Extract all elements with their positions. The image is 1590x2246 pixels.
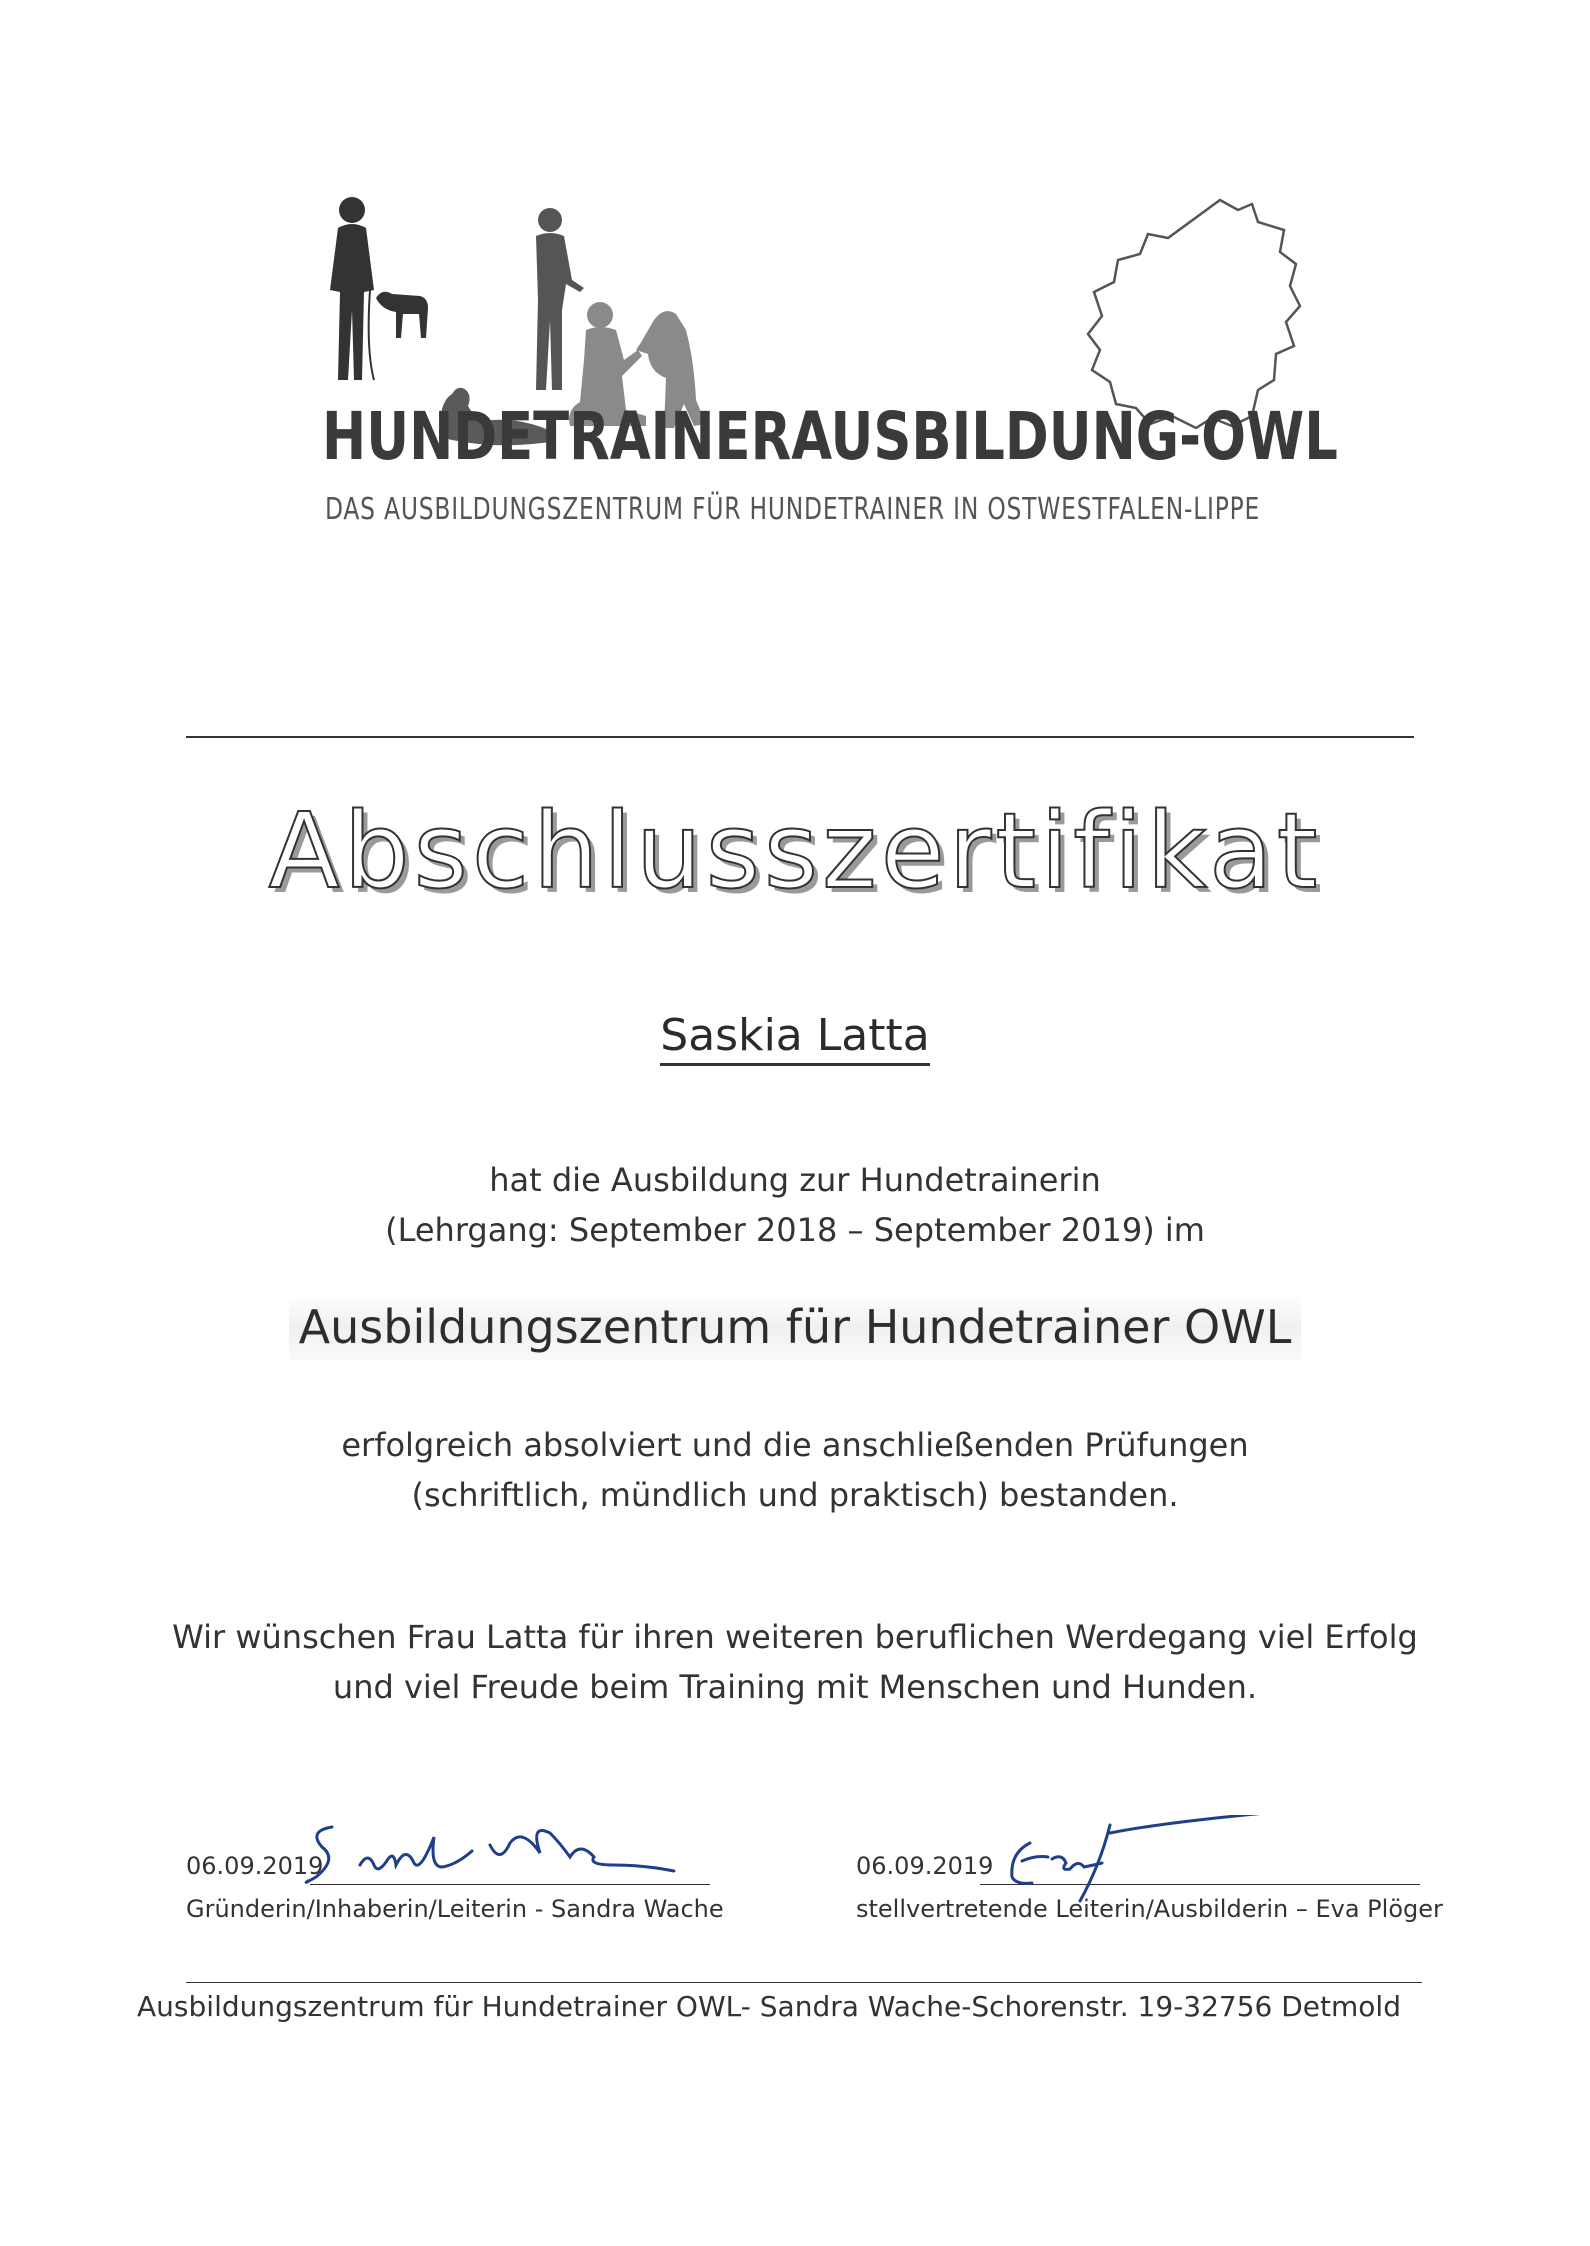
wish-line-2: und viel Freude beim Training mit Menschen und Hunden. xyxy=(332,1668,1258,1706)
result-line-1: erfolgreich absolviert und die anschließenden Prüfungen xyxy=(341,1426,1249,1464)
top-divider xyxy=(186,736,1414,738)
bottom-divider xyxy=(186,1982,1422,1983)
training-line-1: hat die Ausbildung zur Hundetrainerin xyxy=(489,1161,1101,1199)
person-standing-icon xyxy=(536,208,584,390)
right-signature-role: stellvertretende Leiterin/Ausbilderin – Eva Plöger xyxy=(856,1895,1443,1923)
right-signature-date: 06.09.2019 xyxy=(856,1852,994,1880)
footer-address: Ausbildungszentrum für Hundetrainer OWL- Sandra Wache-Schorenstr. 19-32756 Detmold xyxy=(137,1990,1401,2023)
left-handwritten-signature xyxy=(300,1805,720,1905)
recipient-name xyxy=(0,1010,1590,1061)
organization-name xyxy=(0,1300,1590,1354)
left-signature-role: Gründerin/Inhaberin/Leiterin - Sandra Wache xyxy=(186,1895,724,1923)
logo-subtitle: DAS AUSBILDUNGSZENTRUM FÜR HUNDETRAINER IN OSTWESTFALEN-LIPPE xyxy=(325,492,1261,527)
map-outline-icon xyxy=(1088,200,1300,428)
training-line-2: (Lehrgang: September 2018 – September 2019) im xyxy=(385,1211,1205,1249)
result-line-2: (schriftlich, mündlich und praktisch) bestanden. xyxy=(411,1476,1179,1514)
recipient-name-text: Saskia Latta xyxy=(660,1010,929,1066)
organization-name-text: Ausbildungszentrum für Hundetrainer OWL xyxy=(289,1294,1302,1360)
person-walking-dog-icon xyxy=(330,197,428,380)
wish-line-1: Wir wünschen Frau Latta für ihren weiteren beruflichen Werdegang viel Erfolg xyxy=(172,1618,1418,1656)
logo-title: HUNDETRAINERAUSBILDUNG-OWL xyxy=(322,398,1338,475)
certificate-title: Abschlusszertifikat xyxy=(268,790,1322,912)
left-signature-date: 06.09.2019 xyxy=(186,1852,324,1880)
